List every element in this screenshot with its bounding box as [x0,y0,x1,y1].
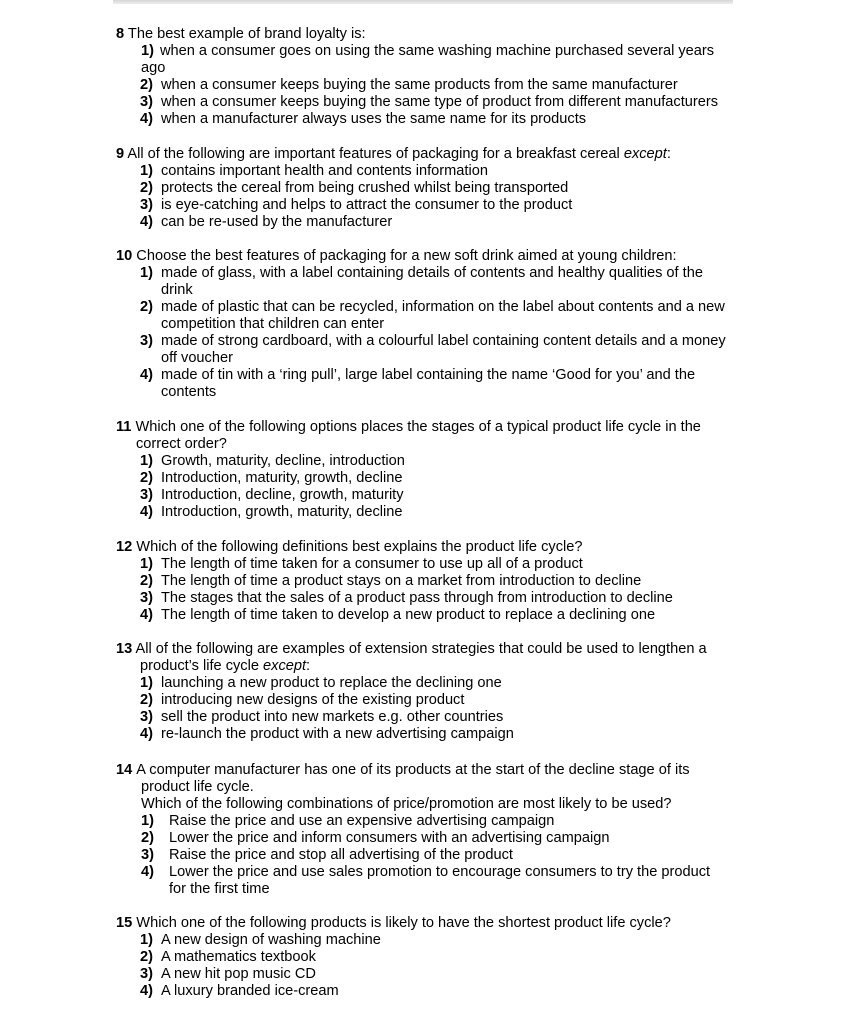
question-12 [0,539,859,624]
option-number: 4) [140,111,153,127]
option-text: re-launch the product with a new advertising campaign [161,726,514,742]
question-15 [0,915,859,1000]
question-text-continued [140,658,730,675]
option-2 [140,299,731,333]
option-3 [140,333,731,367]
question-emphasis: except [263,658,307,674]
option-text: when a consumer goes on using the same washing machine purchased several years ago [141,43,715,76]
question-stem [116,539,726,556]
page-top-edge [113,0,733,4]
question-14 [0,762,859,898]
option-number: 1) [141,43,154,59]
question-text: Choose the best features of packaging for a new soft drink aimed at young children: [136,248,677,264]
question-text: A computer manufacturer has one of its products at the start of the decline stage of its [136,762,690,778]
question-punctuation: : [306,658,311,674]
option-1 [140,163,731,180]
question-text: Which one of the following options places the stages of a typical product life cycle in the [135,419,701,435]
question-number: 15 [116,915,133,931]
option-number: 2) [140,692,153,708]
question-number: 9 [116,146,125,162]
option-number: 2) [140,949,153,965]
question-number: 14 [116,762,133,778]
option-text: when a consumer keeps buying the same products from the same manufacturer [161,77,678,93]
question-8 [0,26,859,128]
option-number: 2) [140,573,153,589]
option-number: 2) [140,77,153,93]
option-2 [140,949,731,966]
option-number: 3) [140,94,153,110]
option-4 [140,111,731,128]
option-text: A new design of washing machine [161,932,381,948]
option-text: A mathematics textbook [161,949,316,965]
option-text: Raise the price and use an expensive advertising campaign [169,813,555,829]
option-text: made of glass, with a label containing details of contents and healthy qualities of the drink [161,265,703,298]
option-text: made of plastic that can be recycled, information on the label about contents and a new competition that children can enter [161,299,725,332]
option-text: The length of time a product stays on a market from introduction to decline [161,573,642,589]
option-number: 3) [140,333,153,349]
option-1 [140,675,731,692]
question-number: 10 [116,248,133,264]
option-number: 4) [140,607,153,623]
question-number: 12 [116,539,133,555]
option-number: 2) [140,180,153,196]
question-text: Which one of the following products is likely to have the shortest product life cycle? [136,915,671,931]
question-stem [116,26,726,43]
option-number: 3) [140,487,153,503]
option-3 [141,847,729,864]
question-stem [116,641,726,658]
question-text: product’s life cycle [140,658,259,674]
question-stem [116,146,726,163]
option-4 [141,864,729,898]
option-3 [140,94,731,111]
option-1 [140,265,731,299]
question-10 [0,248,859,401]
option-text: can be re-used by the manufacturer [161,214,393,230]
question-text-continued: product life cycle. [141,779,254,795]
option-text: when a consumer keeps buying the same type of product from different manufacturers [161,94,719,110]
option-text: introducing new designs of the existing product [161,692,465,708]
option-3 [140,487,731,504]
option-3 [140,709,731,726]
option-number: 1) [141,813,154,829]
question-punctuation: : [666,146,671,162]
option-number: 2) [140,299,153,315]
option-text: Introduction, maturity, growth, decline [161,470,403,486]
question-stem [116,248,726,265]
option-text: Growth, maturity, decline, introduction [161,453,405,469]
option-text: Lower the price and inform consumers with an advertising campaign [169,830,610,846]
option-3 [140,197,731,214]
option-text: sell the product into new markets e.g. other countries [161,709,504,725]
option-number: 4) [140,504,153,520]
option-2 [140,573,731,590]
option-text: Introduction, decline, growth, maturity [161,487,404,503]
question-stem [116,915,726,932]
option-2 [140,470,731,487]
question-stem [116,762,726,779]
option-text: A new hit pop music CD [161,966,316,982]
option-number: 4) [140,214,153,230]
option-4 [140,367,731,401]
option-text: launching a new product to replace the declining one [161,675,502,691]
option-1 [140,556,731,573]
option-number: 1) [140,932,153,948]
question-11 [0,419,859,521]
option-1 [141,813,729,830]
option-text: is eye-catching and helps to attract the consumer to the product [161,197,573,213]
option-number: 2) [140,470,153,486]
option-1 [141,43,741,77]
option-text: The length of time taken to develop a new product to replace a declining one [161,607,656,623]
option-1 [140,932,731,949]
question-text: All of the following are examples of extension strategies that could be used to lengthen a [135,641,707,657]
option-text: The stages that the sales of a product pass through from introduction to decline [161,590,673,606]
option-text: made of tin with a ‘ring pull’, large label containing the name ‘Good for you’ and the contents [161,367,696,400]
option-1 [140,453,731,470]
option-text: made of strong cardboard, with a colourful label containing content details and a money off voucher [161,333,726,366]
option-number: 3) [140,197,153,213]
option-4 [140,504,731,521]
option-number: 3) [140,966,153,982]
question-text: All of the following are important features of packaging for a breakfast cereal [127,146,620,162]
option-number: 3) [140,709,153,725]
option-text: The length of time taken for a consumer to use up all of a product [161,556,583,572]
option-number: 1) [140,163,153,179]
option-4 [140,607,731,624]
option-number: 3) [141,847,154,863]
option-number: 1) [140,453,153,469]
option-3 [140,966,731,983]
option-text: when a manufacturer always uses the same name for its products [161,111,587,127]
question-text: The best example of brand loyalty is: [127,26,366,42]
option-number: 4) [140,726,153,742]
question-9 [0,146,859,231]
option-4 [140,214,731,231]
option-text: A luxury branded ice-cream [161,983,339,999]
option-number: 4) [140,367,153,383]
question-number: 8 [116,26,125,42]
option-4 [140,983,731,1000]
question-text-continued: correct order? [136,436,227,452]
question-number: 11 [116,419,132,435]
option-number: 4) [140,983,153,999]
option-2 [140,692,731,709]
option-number: 1) [140,265,153,281]
option-text: Introduction, growth, maturity, decline [161,504,403,520]
option-2 [140,77,731,94]
option-2 [140,180,731,197]
question-stem [116,419,726,436]
option-number: 4) [141,864,154,880]
option-text: Lower the price and use sales promotion to encourage consumers to try the product for the first time [169,864,711,897]
option-4 [140,726,731,743]
option-number: 1) [140,675,153,691]
option-number: 2) [141,830,154,846]
option-text: protects the cereal from being crushed whilst being transported [161,180,569,196]
question-text: Which of the following definitions best explains the product life cycle? [136,539,583,555]
option-number: 1) [140,556,153,572]
question-emphasis: except [623,146,667,162]
option-text: Raise the price and stop all advertising of the product [169,847,513,863]
option-text: contains important health and contents information [161,163,488,179]
question-13 [0,641,859,743]
option-number: 3) [140,590,153,606]
option-3 [140,590,731,607]
question-text-continued: Which of the following combinations of price/promotion are most likely to be used? [141,796,672,812]
question-number: 13 [116,641,133,657]
option-2 [141,830,729,847]
